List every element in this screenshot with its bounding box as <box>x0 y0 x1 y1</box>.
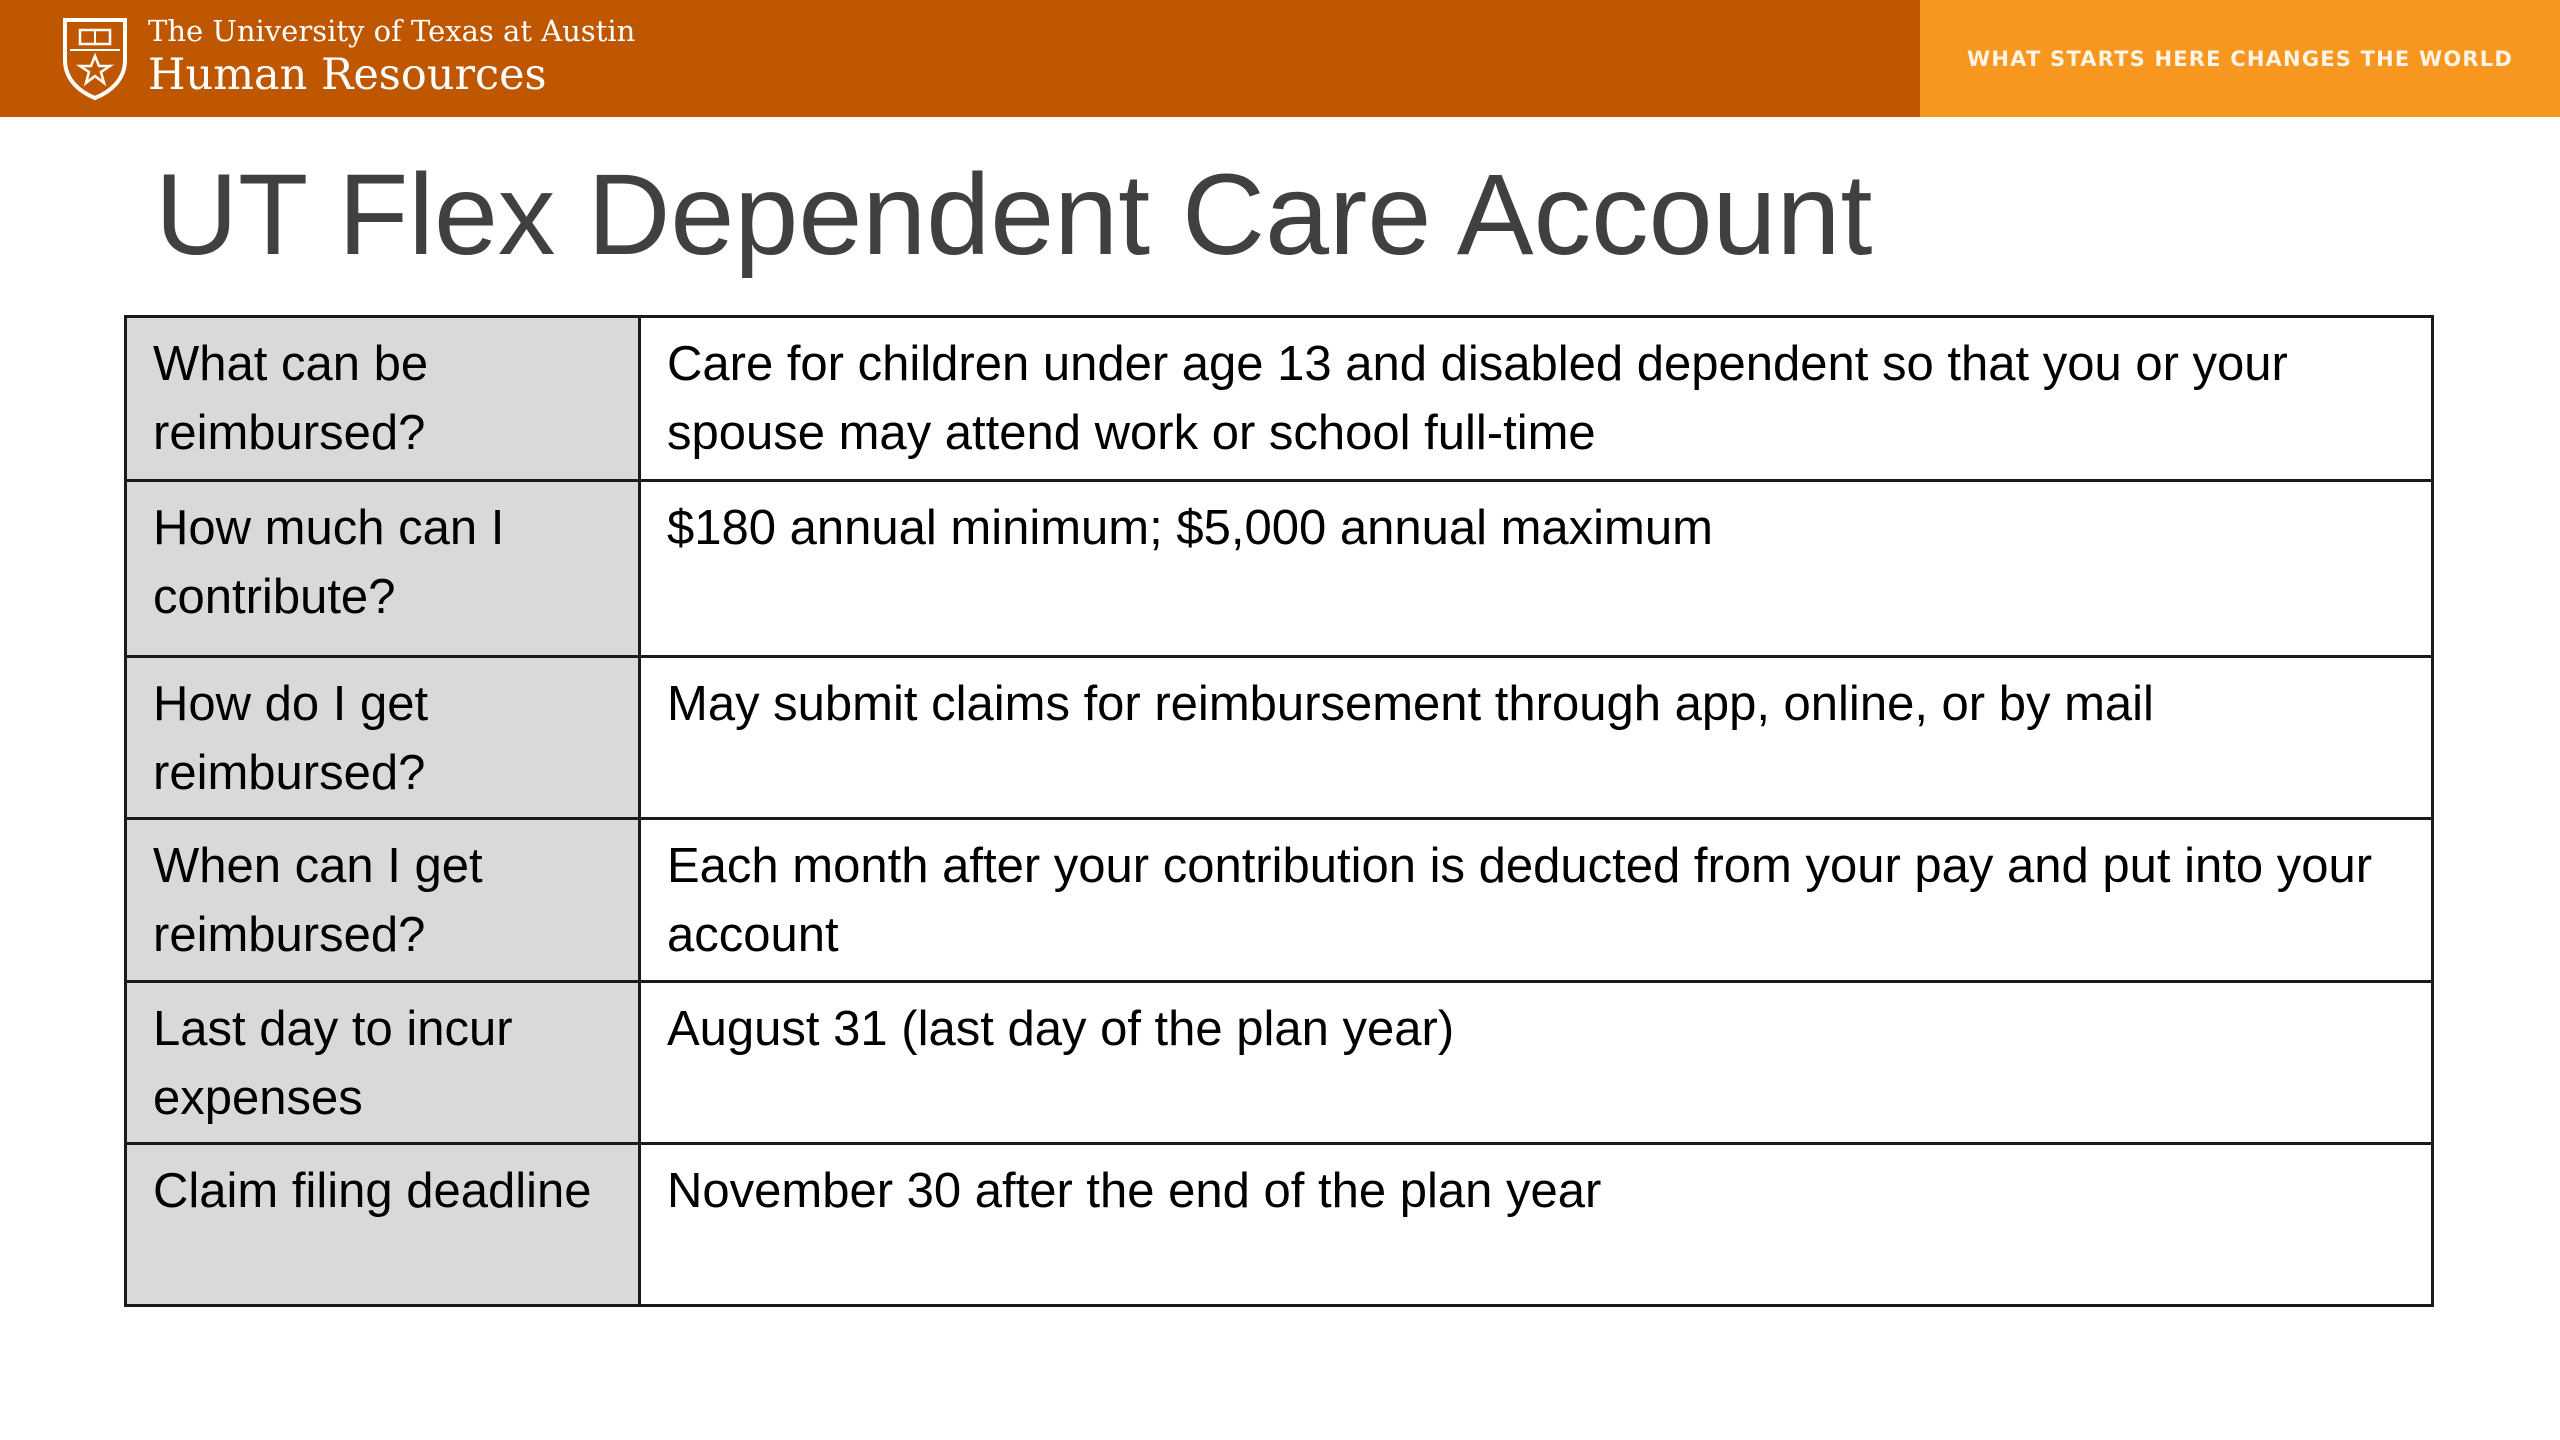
table-row <box>126 481 2433 657</box>
university-name: The University of Texas at Austin <box>148 14 636 48</box>
table-row <box>126 1144 2433 1306</box>
row-label: What can be reimbursed? <box>126 317 640 481</box>
department-name: Human Resources <box>148 50 547 100</box>
table-row <box>126 657 2433 819</box>
header-brand-area <box>0 0 1920 117</box>
ut-seal-icon <box>60 14 130 102</box>
row-label: When can I get reimbursed? <box>126 819 640 982</box>
row-value: November 30 after the end of the plan year <box>640 1144 2433 1306</box>
row-value: $180 annual minimum; $5,000 annual maximum <box>640 481 2433 657</box>
row-label: Last day to incur expenses <box>126 982 640 1144</box>
header-tagline-area <box>1920 0 2560 117</box>
row-value: Care for children under age 13 and disabled dependent so that you or your spouse may attend work or school full-time <box>640 317 2433 481</box>
row-value: May submit claims for reimbursement through app, online, or by mail <box>640 657 2433 819</box>
brand-wordmark <box>148 12 635 100</box>
row-value: August 31 (last day of the plan year) <box>640 982 2433 1144</box>
tagline: WHAT STARTS HERE CHANGES THE WORLD <box>1967 46 2513 71</box>
info-table <box>124 315 2434 1307</box>
header-band <box>0 0 2560 117</box>
table-row <box>126 819 2433 982</box>
row-label: How much can I contribute? <box>126 481 640 657</box>
table-row <box>126 982 2433 1144</box>
slide-title: UT Flex Dependent Care Account <box>155 151 1873 279</box>
row-value: Each month after your contribution is deducted from your pay and put into your account <box>640 819 2433 982</box>
row-label: Claim filing deadline <box>126 1144 640 1306</box>
table-row <box>126 317 2433 481</box>
row-label: How do I get reimbursed? <box>126 657 640 819</box>
